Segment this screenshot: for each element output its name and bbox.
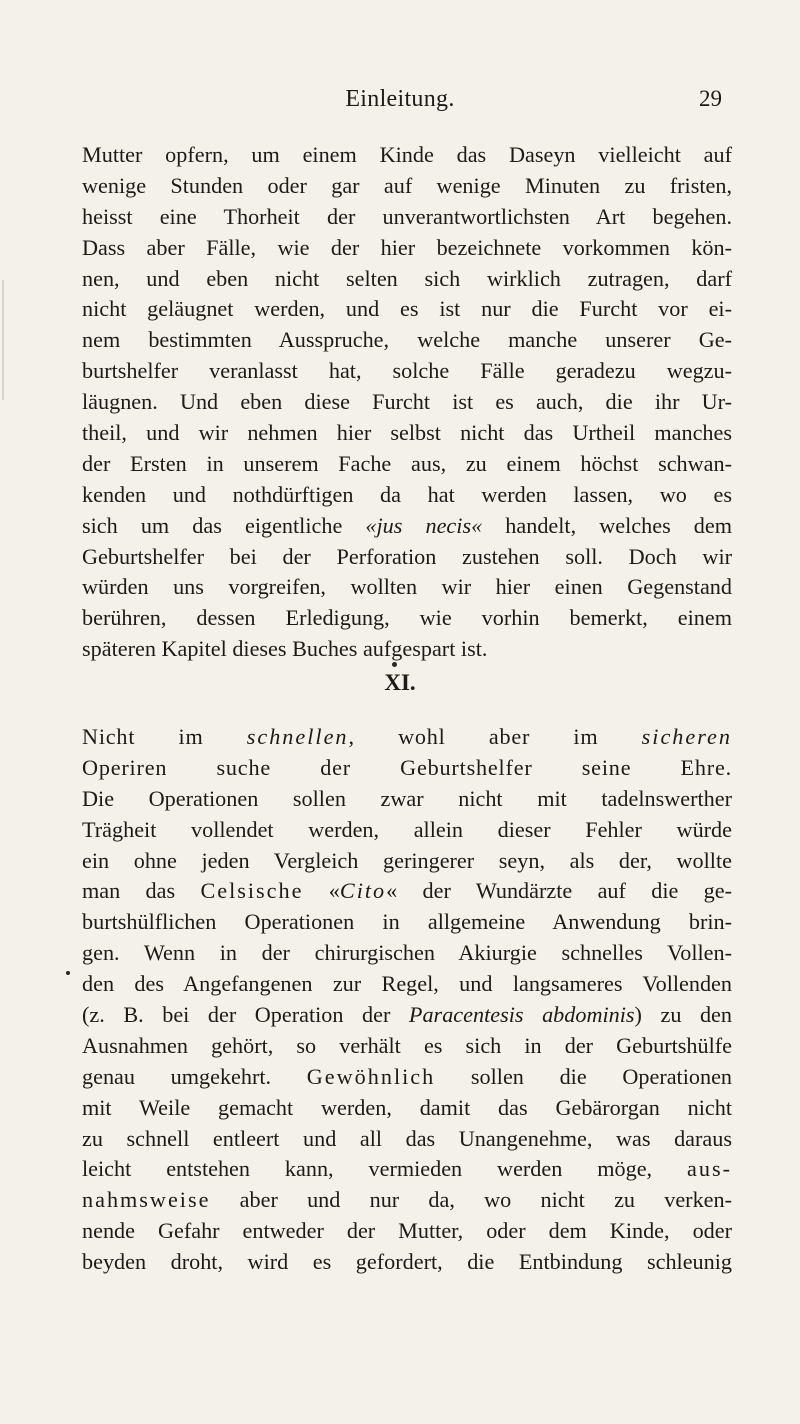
text-line: kenden und nothdürftigen da hat werden lassen, wo es: [82, 481, 732, 507]
text-line: zu schnell entleert und all das Unangenehme, was daraus: [82, 1125, 732, 1151]
text-line: mit Weile gemacht werden, damit das Gebärorgan nicht: [82, 1094, 732, 1120]
text-line: [82, 1154, 732, 1185]
lead-sentence-line: Operiren suche der Geburtshelfer seine Ehre.: [82, 754, 732, 780]
ink-speck: [66, 971, 70, 975]
text-fragment: Nicht im: [82, 724, 247, 749]
text-fragment: (z. B. bei der Operation der: [82, 1002, 409, 1028]
text-line: berühren, dessen Erledigung, wie vorhin bemerkt, einem: [82, 605, 732, 631]
text-line: nicht geläugnet werden, und es ist nur die Furcht vor ei-: [82, 296, 732, 322]
lead-sentence-line: [82, 722, 732, 753]
text-line: beyden droht, wird es gefordert, die Entbindung schleunig: [82, 1249, 732, 1275]
text-line: Geburtshelfer bei der Perforation zustehen soll. Doch wir: [82, 543, 732, 569]
text-line: ein ohne jeden Vergleich geringerer seyn, als der, wollte: [82, 847, 732, 873]
emphasis: schnellen: [246, 724, 349, 749]
text-line: späteren Kapitel dieses Buches aufgespart ist.: [82, 636, 488, 662]
paragraph-1: [82, 140, 732, 665]
text-line: [82, 1062, 732, 1093]
text-line: nende Gefahr entweder der Mutter, oder dem Kinde, oder: [82, 1218, 732, 1244]
text-line: burtshelfer veranlasst hat, solche Fälle geradezu wegzu-: [82, 358, 732, 384]
section-heading: XI.: [384, 670, 416, 695]
text-line: [82, 876, 732, 907]
text-fragment: « der Wundärzte auf die ge-: [386, 878, 732, 904]
running-title: Einleitung.: [345, 86, 455, 112]
text-line: Dass aber Fälle, wie der hier bezeichnete vorkommen kön-: [82, 234, 732, 260]
page-header: [70, 86, 730, 126]
text-line: den des Angefangenen zur Regel, und langsameres Vollenden: [82, 971, 732, 997]
text-fragment: ) zu den: [634, 1002, 732, 1028]
paragraph-2: [82, 722, 732, 1278]
page-edge-shadow: [2, 280, 4, 400]
latin-term: Cito: [339, 878, 387, 904]
text-fragment: sich um das eigentliche: [82, 512, 366, 538]
text-fragment: , wohl aber im: [348, 724, 642, 749]
emphasis: sicheren: [641, 724, 732, 749]
text-line: wenige Stunden oder gar auf wenige Minuten zu fristen,: [82, 172, 732, 198]
emphasis: aus-: [687, 1156, 732, 1182]
latin-term: Paracentesis abdominis: [408, 1002, 635, 1028]
text-line: [82, 1000, 732, 1031]
text-line: Die Operationen sollen zwar nicht mit tadelnswerther: [82, 785, 732, 811]
text-line: nen, und eben nicht selten sich wirklich zutragen, darf: [82, 265, 732, 291]
text-fragment: sollen die Operationen: [435, 1063, 733, 1089]
page-number: 29: [699, 86, 722, 111]
text-fragment: «: [303, 878, 340, 904]
text-fragment: handelt, welches dem: [482, 512, 733, 538]
text-fragment: genau umgekehrt.: [82, 1063, 307, 1089]
text-line: der Ersten in unserem Fache aus, zu einem höchst schwan-: [82, 450, 732, 476]
emphasis: nahmsweise: [82, 1187, 211, 1213]
emphasis: Celsische: [200, 878, 304, 904]
text-line: [82, 1185, 732, 1216]
emphasis: Gewöhnlich: [306, 1063, 436, 1089]
text-line: heisst eine Thorheit der unverantwortlichsten Art begehen.: [82, 203, 732, 229]
ink-speck: [392, 662, 397, 667]
text-line: gen. Wenn in der chirurgischen Akiurgie schnelles Vollen-: [82, 940, 732, 966]
text-line: burtshülflichen Operationen in allgemeine Anwendung brin-: [82, 909, 732, 935]
text-fragment: man das: [82, 878, 201, 904]
text-line: nem bestimmten Ausspruche, welche manche unserer Ge-: [82, 327, 732, 353]
text-line: läugnen. Und eben diese Furcht ist es auch, die ihr Ur-: [82, 389, 732, 415]
text-line: Mutter opfern, um einem Kinde das Daseyn vielleicht auf: [82, 142, 732, 167]
text-fragment: aber und nur da, wo nicht zu verken-: [210, 1187, 732, 1213]
text-line: Trägheit vollendet werden, allein dieser Fehler würde: [82, 816, 732, 842]
text-line: theil, und wir nehmen hier selbst nicht das Urtheil manches: [82, 420, 732, 446]
text-line: würden uns vorgreifen, wollten wir hier einen Gegenstand: [82, 574, 732, 600]
text-fragment: leicht entstehen kann, vermieden werden möge,: [82, 1156, 688, 1182]
text-line: Ausnahmen gehört, so verhält es sich in der Geburtshülfe: [82, 1032, 732, 1058]
latin-term: «jus necis«: [365, 512, 483, 538]
text-line: [82, 511, 732, 542]
